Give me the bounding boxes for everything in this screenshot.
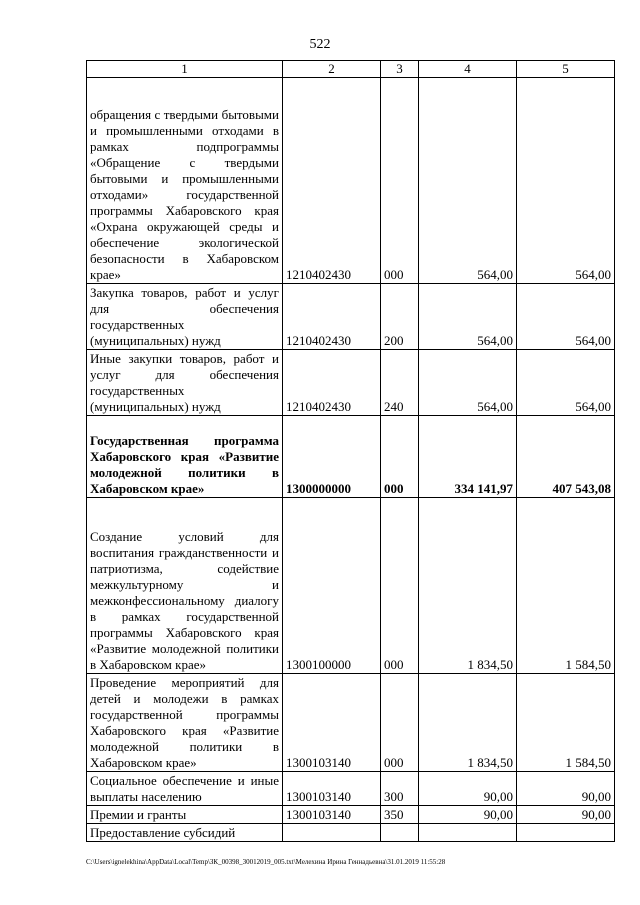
row-value-2: 1 584,50 (517, 498, 615, 674)
table-row (87, 806, 615, 824)
row-code: 1300100000 (283, 498, 381, 674)
row-expense-type: 000 (381, 416, 419, 498)
row-expense-type (381, 824, 419, 842)
row-name: обращения с твердыми бытовыми и промышленными отходами в рамках подпрограммы «Обращение с твердыми бытовыми и промышленными отходами» государственной программы Хабаровского края «Охрана окружающей среды и обеспечение экологической безопасности в Хабаровском крае» (87, 78, 283, 284)
row-name: Создание условий для воспитания гражданственности и патриотизма, содействие межкультурному и межконфессиональному диалогу в рамках государственной программы Хабаровского края «Развитие молодежной политики в Хабаровском крае» (87, 498, 283, 674)
row-value-2: 90,00 (517, 772, 615, 806)
table-row-program (87, 416, 615, 498)
row-value-2: 564,00 (517, 284, 615, 350)
row-value-1: 564,00 (419, 78, 517, 284)
row-code: 1300103140 (283, 674, 381, 772)
column-header: 5 (517, 61, 615, 78)
row-value-2: 564,00 (517, 350, 615, 416)
row-expense-type: 300 (381, 772, 419, 806)
row-name: Проведение мероприятий для детей и молодежи в рамках государственной программы Хабаровского края «Развитие молодежной политики в Хабаровском крае» (87, 674, 283, 772)
row-name: Премии и гранты (87, 806, 283, 824)
row-value-2: 90,00 (517, 806, 615, 824)
column-header: 1 (87, 61, 283, 78)
budget-table (86, 60, 615, 842)
row-name: Иные закупки товаров, работ и услуг для обеспечения государственных (муниципальных) нужд (87, 350, 283, 416)
row-name: Закупка товаров, работ и услуг для обеспечения государственных (муниципальных) нужд (87, 284, 283, 350)
row-code: 1300103140 (283, 772, 381, 806)
row-expense-type: 000 (381, 498, 419, 674)
row-value-2: 407 543,08 (517, 416, 615, 498)
row-code: 1210402430 (283, 350, 381, 416)
row-expense-type: 350 (381, 806, 419, 824)
row-value-1: 564,00 (419, 350, 517, 416)
row-value-1: 564,00 (419, 284, 517, 350)
table-row (87, 824, 615, 842)
row-value-1: 90,00 (419, 806, 517, 824)
table-row (87, 498, 615, 674)
table-row (87, 772, 615, 806)
row-name: Социальное обеспечение и иные выплаты населению (87, 772, 283, 806)
row-code: 1210402430 (283, 78, 381, 284)
table-row (87, 350, 615, 416)
table-header-row (87, 61, 615, 78)
row-value-1: 90,00 (419, 772, 517, 806)
table-row (87, 674, 615, 772)
column-header: 3 (381, 61, 419, 78)
row-code: 1300103140 (283, 806, 381, 824)
page-number: 522 (309, 37, 331, 52)
row-code: 1210402430 (283, 284, 381, 350)
column-header: 2 (283, 61, 381, 78)
file-path-footer: C:\Users\ignelekhina\AppData\Local\Temp\ЗК_00398_30012019_005.txt\Мелехина Ирина Геннадьевна\31.01.2019 11:55:28 (86, 858, 446, 866)
row-value-1 (419, 824, 517, 842)
row-value-1: 1 834,50 (419, 498, 517, 674)
row-value-2 (517, 824, 615, 842)
table-row (87, 284, 615, 350)
row-value-1: 1 834,50 (419, 674, 517, 772)
row-name: Государственная программа Хабаровского края «Развитие молодежной политики в Хабаровском крае» (87, 416, 283, 498)
row-expense-type: 240 (381, 350, 419, 416)
row-expense-type: 200 (381, 284, 419, 350)
row-code (283, 824, 381, 842)
row-value-2: 1 584,50 (517, 674, 615, 772)
column-header: 4 (419, 61, 517, 78)
row-value-1: 334 141,97 (419, 416, 517, 498)
row-expense-type: 000 (381, 78, 419, 284)
row-code: 1300000000 (283, 416, 381, 498)
table-row (87, 78, 615, 284)
row-expense-type: 000 (381, 674, 419, 772)
row-name: Предоставление субсидий (87, 824, 283, 842)
row-value-2: 564,00 (517, 78, 615, 284)
